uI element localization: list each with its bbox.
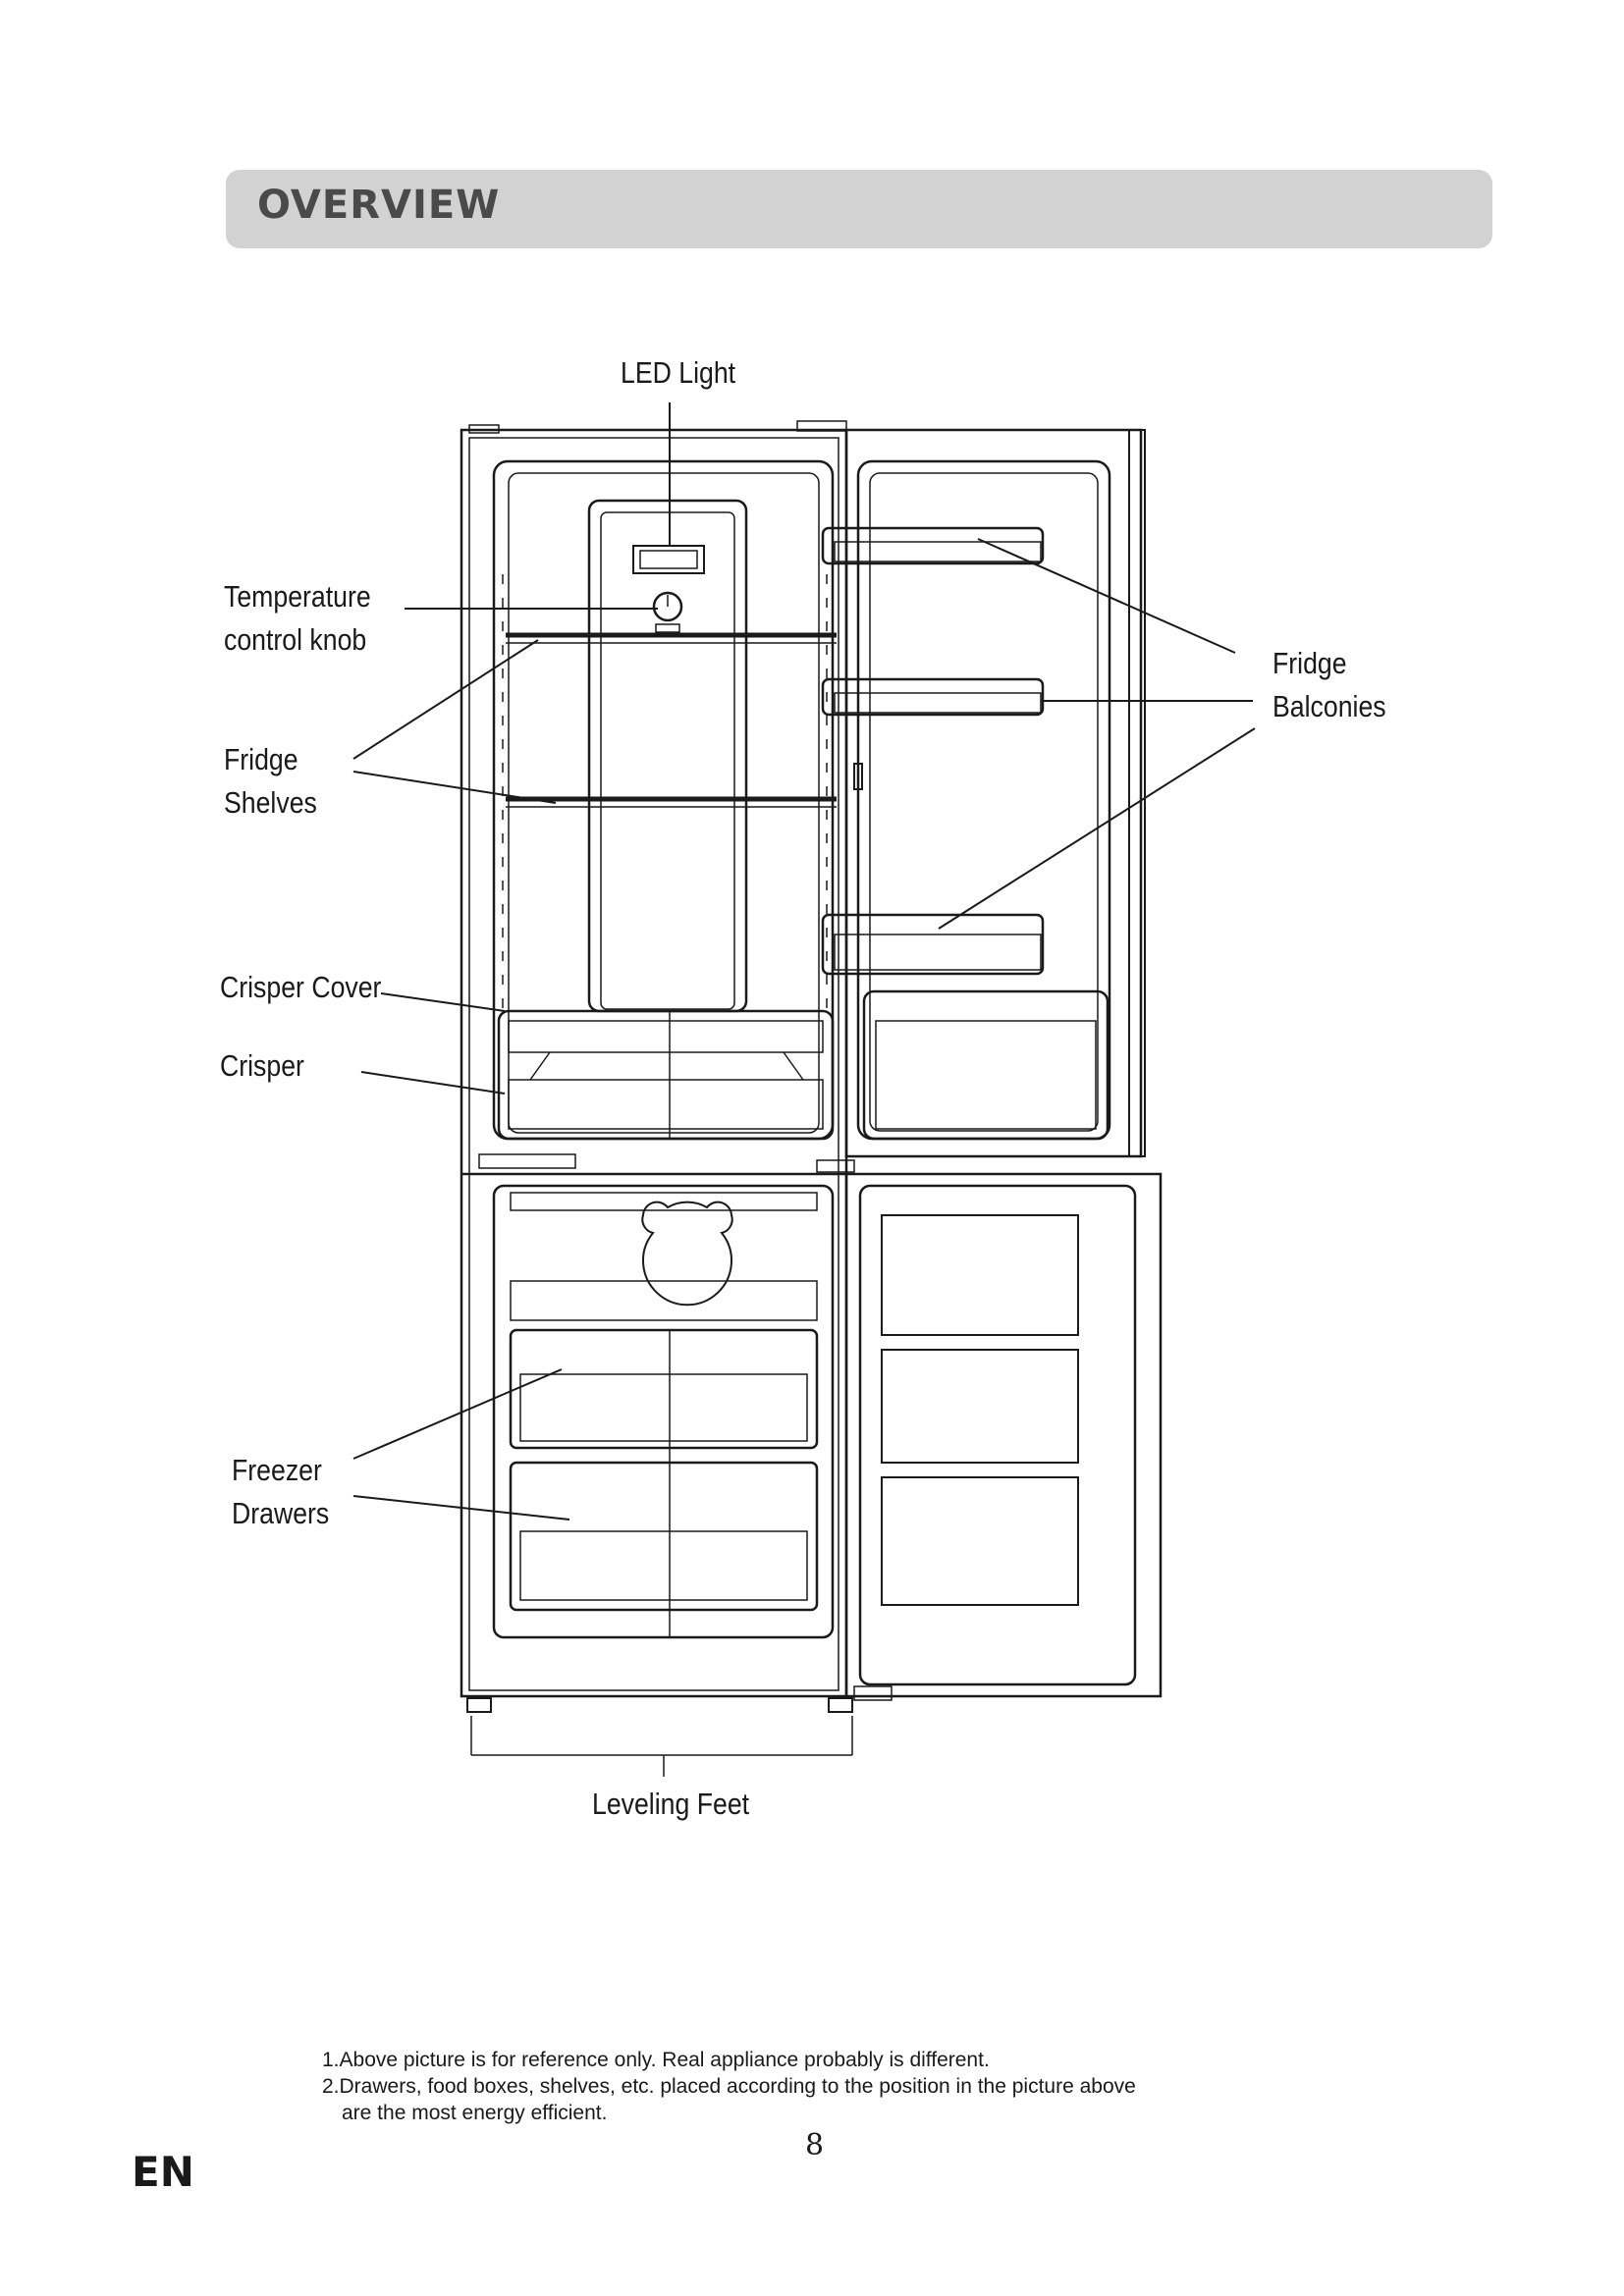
label-fridge-shelves-line2: Shelves (224, 785, 317, 820)
label-freezer-drawers-line1: Freezer (232, 1453, 322, 1487)
language-code: EN (132, 2148, 194, 2196)
label-crisper: Crisper (220, 1048, 304, 1083)
freezer-compartment (494, 1186, 833, 1637)
section-title: OVERVIEW (257, 183, 501, 228)
note-3: are the most energy efficient. (342, 2102, 608, 2124)
fridge-door (823, 430, 1145, 1156)
crisper-drawer (499, 1011, 833, 1139)
reference-notes (322, 2047, 1136, 2126)
leveling-feet-base (467, 1698, 852, 1777)
label-temperature-control-knob (224, 575, 371, 662)
label-freezer-drawers-line2: Drawers (232, 1496, 330, 1530)
label-temperature-line2: control knob (224, 622, 367, 657)
label-fridge-shelves (224, 738, 317, 825)
label-freezer-drawers (232, 1449, 329, 1535)
fridge-shelves (503, 574, 837, 1021)
freezer-door (817, 1160, 1161, 1700)
label-fridge-shelves-line1: Fridge (224, 742, 298, 776)
label-led-light: LED Light (621, 355, 736, 390)
label-temperature-line1: Temperature (224, 579, 371, 614)
label-fridge-balconies-line1: Fridge (1272, 646, 1347, 680)
label-fridge-balconies (1272, 642, 1386, 728)
label-crisper-cover: Crisper Cover (220, 970, 382, 1004)
note-1: 1.Above picture is for reference only. Real appliance probably is different. (322, 2049, 990, 2071)
compartment-divider (461, 1154, 846, 1174)
label-leveling-feet: Leveling Feet (592, 1787, 750, 1821)
note-2: 2.Drawers, food boxes, shelves, etc. placed according to the position in the picture above (322, 2075, 1136, 2098)
page-number: 8 (805, 2128, 825, 2163)
leader-lines (353, 402, 1255, 1520)
label-fridge-balconies-line2: Balconies (1272, 689, 1386, 723)
